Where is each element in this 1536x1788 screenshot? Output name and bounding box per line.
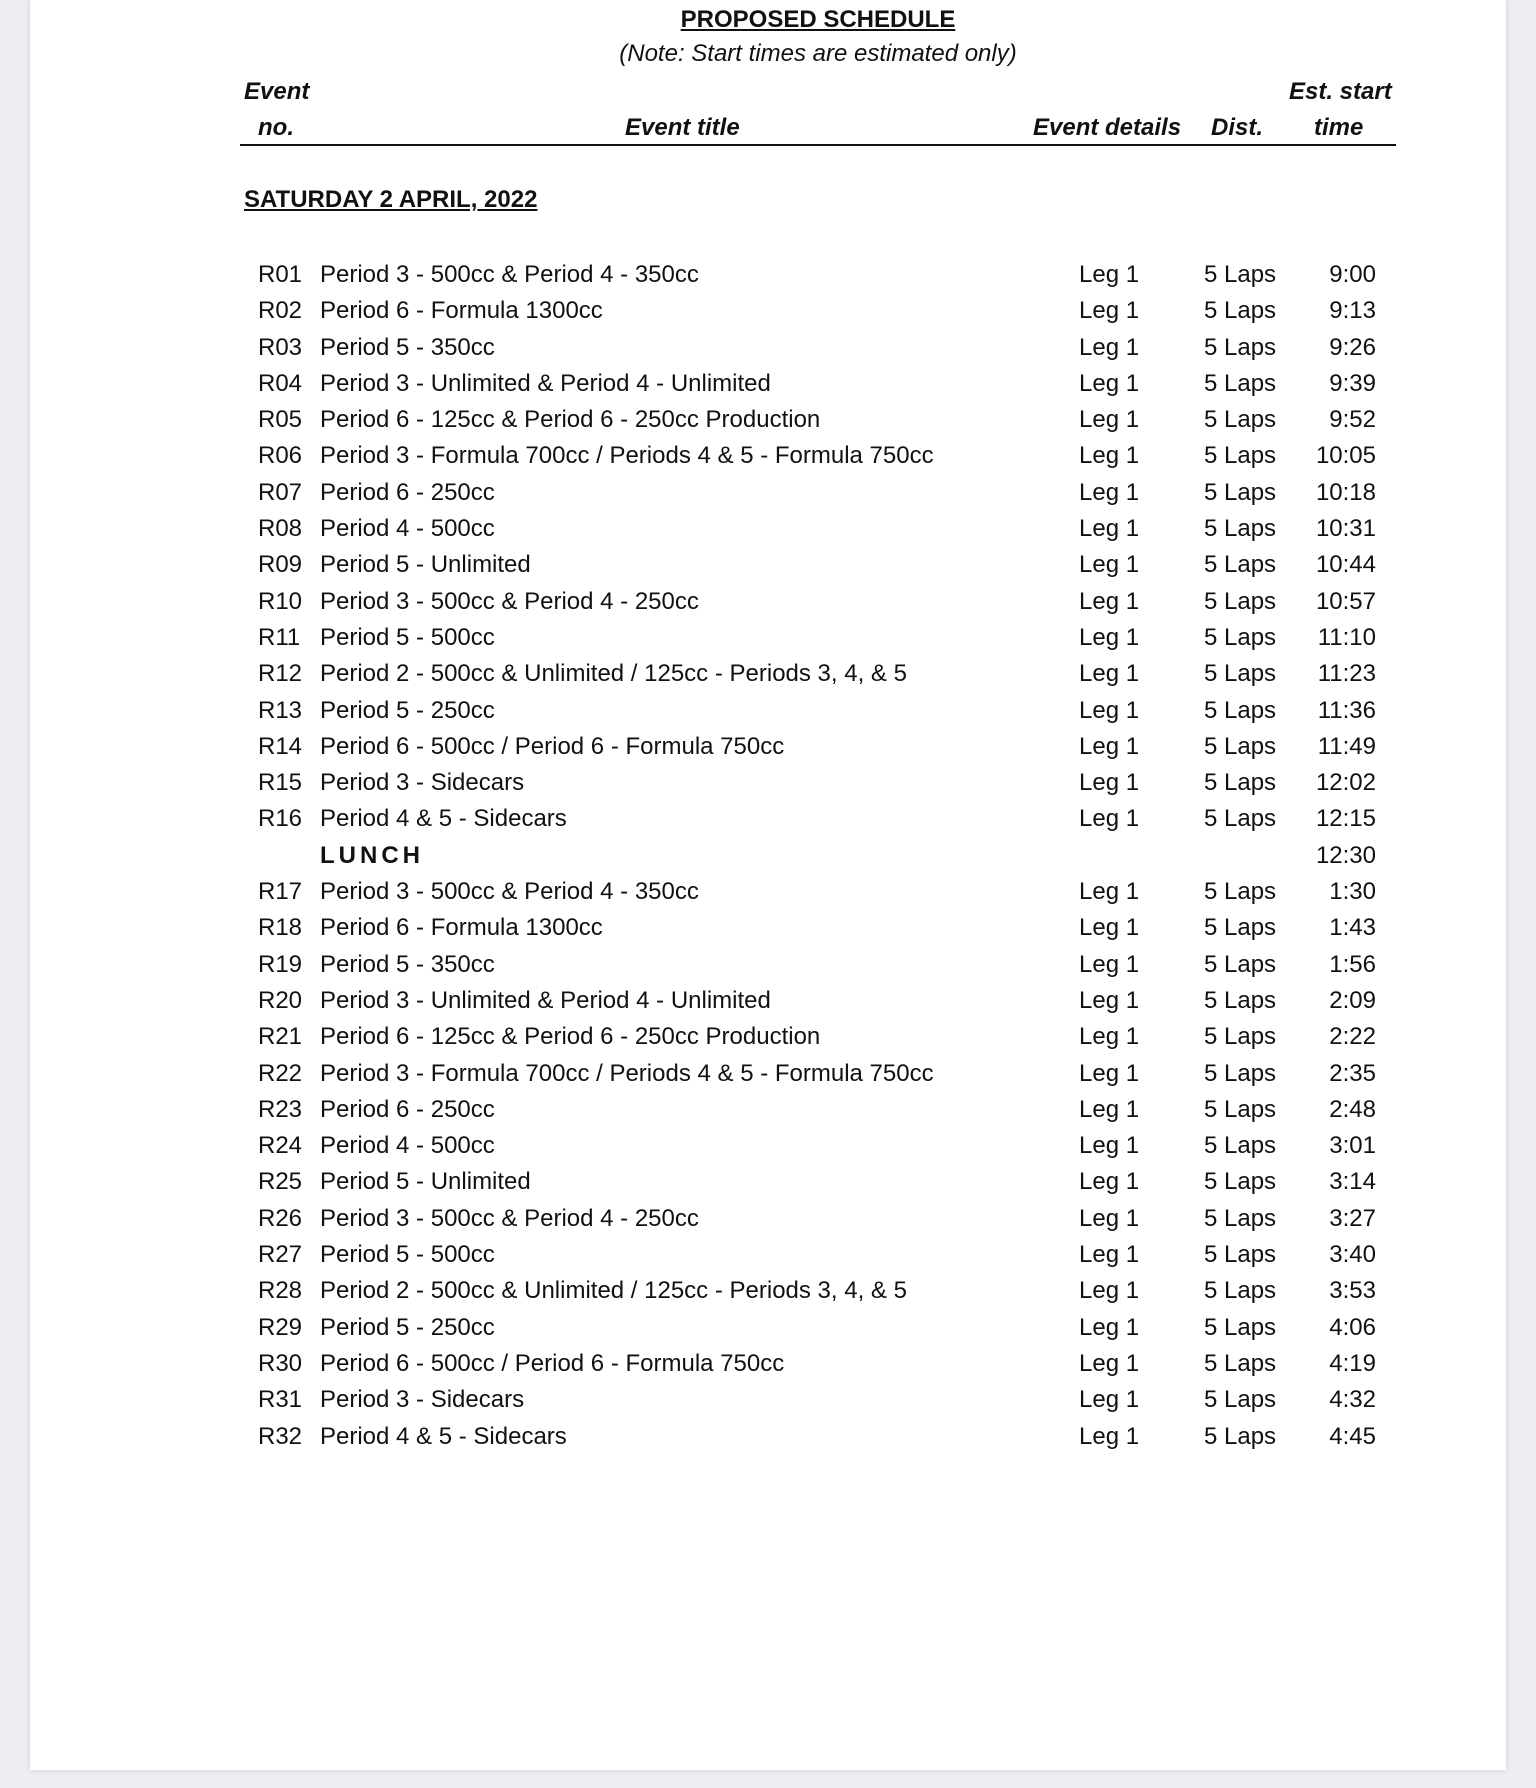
schedule-list — [240, 257, 1396, 1455]
schedule-row — [240, 475, 1396, 511]
event-distance: 5 Laps — [1204, 950, 1277, 978]
event-title: Period 2 - 500cc & Unlimited / 125cc - Periods 3, 4, & 5 — [320, 660, 907, 688]
event-start-time: 10:18 — [1315, 478, 1376, 506]
event-start-time: 3:40 — [1329, 1241, 1376, 1269]
event-start-time: 10:57 — [1315, 587, 1376, 615]
event-start-time: 9:13 — [1329, 297, 1376, 325]
event-number: R21 — [258, 1023, 303, 1051]
event-title: Period 3 - Formula 700cc / Periods 4 & 5 - Formula 750cc — [320, 442, 934, 470]
schedule-row — [240, 511, 1396, 547]
event-title: Period 6 - 125cc & Period 6 - 250cc Production — [320, 1023, 821, 1051]
schedule-row — [240, 293, 1396, 329]
schedule-row — [240, 402, 1396, 438]
event-title: Period 6 - 250cc — [320, 1095, 495, 1123]
event-start-time: 12:15 — [1315, 805, 1376, 833]
event-start-time: 11:36 — [1317, 696, 1376, 724]
schedule-row — [240, 1346, 1396, 1382]
event-start-time: 9:26 — [1329, 333, 1376, 361]
event-title: Period 5 - 250cc — [320, 1313, 495, 1341]
document-page — [30, 0, 1506, 1770]
schedule-row — [240, 1382, 1396, 1418]
event-details: Leg 1 — [1079, 1386, 1140, 1414]
event-distance: 5 Laps — [1204, 623, 1277, 651]
document-note: (Note: Start times are estimated only) — [619, 40, 1017, 67]
event-distance: 5 Laps — [1204, 478, 1277, 506]
schedule-row — [240, 729, 1396, 765]
event-distance: 5 Laps — [1204, 1422, 1277, 1450]
event-title: Period 6 - 500cc / Period 6 - Formula 750cc — [320, 1349, 785, 1377]
event-details: Leg 1 — [1079, 478, 1140, 506]
event-details: Leg 1 — [1079, 1422, 1140, 1450]
event-details: Leg 1 — [1079, 1241, 1140, 1269]
schedule-row — [240, 874, 1396, 910]
schedule-row — [240, 693, 1396, 729]
event-title: Period 4 & 5 - Sidecars — [320, 805, 567, 833]
event-number: R32 — [258, 1422, 303, 1450]
event-details: Leg 1 — [1079, 551, 1140, 579]
event-title: LUNCH — [320, 841, 424, 869]
event-title: Period 2 - 500cc & Unlimited / 125cc - Periods 3, 4, & 5 — [320, 1277, 907, 1305]
event-start-time: 9:52 — [1329, 406, 1376, 434]
event-distance: 5 Laps — [1204, 297, 1277, 325]
event-details: Leg 1 — [1079, 696, 1140, 724]
event-title: Period 5 - 500cc — [320, 623, 495, 651]
event-distance: 5 Laps — [1204, 1132, 1277, 1160]
event-start-time: 4:32 — [1329, 1386, 1376, 1414]
schedule-row — [240, 620, 1396, 656]
event-title: Period 4 & 5 - Sidecars — [320, 1422, 567, 1450]
event-distance: 5 Laps — [1204, 1023, 1277, 1051]
event-number: R09 — [258, 551, 303, 579]
document-title: PROPOSED SCHEDULE — [680, 6, 956, 33]
event-number: R10 — [258, 587, 303, 615]
day-title: SATURDAY 2 APRIL, 2022 — [244, 186, 538, 213]
event-number: R29 — [258, 1313, 303, 1341]
event-details: Leg 1 — [1079, 732, 1140, 760]
event-details: Leg 1 — [1079, 333, 1140, 361]
event-number: R30 — [258, 1349, 303, 1377]
event-title: Period 5 - 250cc — [320, 696, 495, 724]
schedule-row — [240, 584, 1396, 620]
event-details: Leg 1 — [1079, 1132, 1140, 1160]
event-distance: 5 Laps — [1204, 986, 1277, 1014]
event-title: Period 5 - Unlimited — [320, 551, 531, 579]
event-number: R05 — [258, 406, 303, 434]
schedule-row — [240, 330, 1396, 366]
event-distance: 5 Laps — [1204, 1241, 1277, 1269]
event-distance: 5 Laps — [1204, 914, 1277, 942]
event-distance: 5 Laps — [1204, 551, 1277, 579]
event-start-time: 11:23 — [1317, 660, 1376, 688]
event-number: R31 — [258, 1386, 303, 1414]
schedule-row — [240, 910, 1396, 946]
event-title: Period 4 - 500cc — [320, 1132, 495, 1160]
event-number: R01 — [258, 261, 303, 288]
event-number: R04 — [258, 369, 303, 397]
event-distance: 5 Laps — [1204, 732, 1277, 760]
event-start-time: 2:09 — [1329, 986, 1376, 1014]
event-details: Leg 1 — [1079, 1349, 1140, 1377]
event-start-time: 10:44 — [1315, 551, 1376, 579]
event-start-time: 2:35 — [1329, 1059, 1376, 1087]
event-distance: 5 Laps — [1204, 261, 1277, 288]
event-distance: 5 Laps — [1204, 442, 1277, 470]
event-distance: 5 Laps — [1204, 1386, 1277, 1414]
event-distance: 5 Laps — [1204, 587, 1277, 615]
event-start-time: 1:56 — [1329, 950, 1376, 978]
event-details: Leg 1 — [1079, 769, 1140, 797]
event-number: R24 — [258, 1132, 303, 1160]
event-number: R20 — [258, 986, 303, 1014]
event-start-time: 10:31 — [1315, 515, 1376, 543]
event-title: Period 3 - Sidecars — [320, 1386, 525, 1414]
event-title: Period 6 - Formula 1300cc — [320, 914, 603, 942]
event-distance: 5 Laps — [1204, 660, 1277, 688]
event-number: R06 — [258, 442, 303, 470]
event-title: Period 3 - Formula 700cc / Periods 4 & 5 - Formula 750cc — [320, 1059, 934, 1087]
event-start-time: 12:02 — [1315, 769, 1376, 797]
event-details: Leg 1 — [1079, 660, 1140, 688]
event-distance: 5 Laps — [1204, 369, 1277, 397]
event-start-time: 4:45 — [1329, 1422, 1376, 1450]
event-details: Leg 1 — [1079, 1059, 1140, 1087]
event-start-time: 3:53 — [1329, 1277, 1376, 1305]
schedule-row — [240, 366, 1396, 402]
event-details: Leg 1 — [1079, 950, 1140, 978]
event-start-time: 3:01 — [1329, 1132, 1376, 1160]
event-start-time: 2:48 — [1329, 1095, 1376, 1123]
column-header-event-details: Event details — [1033, 114, 1182, 141]
event-title: Period 6 - Formula 1300cc — [320, 297, 603, 325]
schedule-row — [240, 656, 1396, 692]
event-start-time: 11:10 — [1317, 623, 1376, 651]
event-start-time: 9:00 — [1329, 261, 1376, 288]
event-number: R03 — [258, 333, 303, 361]
header-divider — [240, 144, 1396, 146]
event-number: R02 — [258, 297, 303, 325]
event-details: Leg 1 — [1079, 1023, 1140, 1051]
event-distance: 5 Laps — [1204, 805, 1277, 833]
event-details: Leg 1 — [1079, 261, 1140, 288]
schedule-row — [240, 765, 1396, 801]
event-title: Period 3 - 500cc & Period 4 - 250cc — [320, 1204, 699, 1232]
schedule-row — [240, 947, 1396, 983]
event-title: Period 5 - 500cc — [320, 1241, 495, 1269]
event-start-time: 12:30 — [1315, 841, 1376, 869]
event-start-time: 3:14 — [1329, 1168, 1376, 1196]
event-details: Leg 1 — [1079, 1277, 1140, 1305]
schedule-row — [240, 1164, 1396, 1200]
event-number: R23 — [258, 1095, 303, 1123]
event-number: R07 — [258, 478, 303, 506]
schedule-row — [240, 1237, 1396, 1273]
event-number: R25 — [258, 1168, 303, 1196]
event-title: Period 6 - 250cc — [320, 478, 495, 506]
event-details: Leg 1 — [1079, 1095, 1140, 1123]
event-title: Period 6 - 125cc & Period 6 - 250cc Production — [320, 406, 821, 434]
column-header-event-no-line1: Event — [244, 78, 310, 105]
event-start-time: 9:39 — [1329, 369, 1376, 397]
event-title: Period 6 - 500cc / Period 6 - Formula 750cc — [320, 732, 785, 760]
column-header-event-title: Event title — [625, 114, 740, 141]
event-distance: 5 Laps — [1204, 1313, 1277, 1341]
event-number: R17 — [258, 878, 303, 906]
schedule-row — [240, 1273, 1396, 1309]
event-number: R16 — [258, 805, 303, 833]
event-details: Leg 1 — [1079, 1168, 1140, 1196]
event-number: R22 — [258, 1059, 303, 1087]
lunch-break-row — [240, 838, 1396, 874]
event-details: Leg 1 — [1079, 914, 1140, 942]
event-details: Leg 1 — [1079, 878, 1140, 906]
schedule-row — [240, 438, 1396, 474]
event-distance: 5 Laps — [1204, 1095, 1277, 1123]
event-distance: 5 Laps — [1204, 769, 1277, 797]
event-number: R13 — [258, 696, 303, 724]
schedule-row — [240, 1019, 1396, 1055]
event-details: Leg 1 — [1079, 805, 1140, 833]
column-header-event-no-line2: no. — [258, 114, 294, 141]
schedule-row — [240, 547, 1396, 583]
event-title: Period 3 - 500cc & Period 4 - 250cc — [320, 587, 699, 615]
event-title: Period 4 - 500cc — [320, 515, 495, 543]
event-title: Period 5 - Unlimited — [320, 1168, 531, 1196]
event-number: R14 — [258, 732, 303, 760]
event-details: Leg 1 — [1079, 1313, 1140, 1341]
event-start-time: 3:27 — [1329, 1204, 1376, 1232]
event-distance: 5 Laps — [1204, 878, 1277, 906]
schedule-row — [240, 1201, 1396, 1237]
event-details: Leg 1 — [1079, 587, 1140, 615]
event-number: R11 — [258, 623, 301, 651]
event-details: Leg 1 — [1079, 1204, 1140, 1232]
schedule-row — [240, 983, 1396, 1019]
event-title: Period 3 - 500cc & Period 4 - 350cc — [320, 878, 699, 906]
event-title: Period 3 - Unlimited & Period 4 - Unlimited — [320, 369, 771, 397]
event-distance: 5 Laps — [1204, 1204, 1277, 1232]
event-number: R18 — [258, 914, 303, 942]
event-distance: 5 Laps — [1204, 515, 1277, 543]
event-details: Leg 1 — [1079, 623, 1140, 651]
schedule-row — [240, 1056, 1396, 1092]
event-start-time: 4:19 — [1329, 1349, 1376, 1377]
event-distance: 5 Laps — [1204, 1168, 1277, 1196]
event-start-time: 4:06 — [1329, 1313, 1376, 1341]
event-details: Leg 1 — [1079, 986, 1140, 1014]
schedule-row — [240, 1419, 1396, 1455]
event-title: Period 5 - 350cc — [320, 333, 495, 361]
event-number: R28 — [258, 1277, 303, 1305]
schedule-row — [240, 1128, 1396, 1164]
column-header-est-start-line2: time — [1314, 114, 1364, 141]
event-start-time: 11:49 — [1317, 732, 1376, 760]
column-header-est-start-line1: Est. start — [1289, 78, 1392, 105]
event-details: Leg 1 — [1079, 515, 1140, 543]
event-distance: 5 Laps — [1204, 1349, 1277, 1377]
event-number: R19 — [258, 950, 303, 978]
event-distance: 5 Laps — [1204, 406, 1277, 434]
event-distance: 5 Laps — [1204, 1277, 1277, 1305]
event-title: Period 5 - 350cc — [320, 950, 495, 978]
event-details: Leg 1 — [1079, 442, 1140, 470]
event-title: Period 3 - Sidecars — [320, 769, 525, 797]
event-start-time: 1:43 — [1329, 914, 1376, 942]
event-number: R12 — [258, 660, 303, 688]
event-distance: 5 Laps — [1204, 696, 1277, 724]
event-details: Leg 1 — [1079, 369, 1140, 397]
event-distance: 5 Laps — [1204, 1059, 1277, 1087]
event-title: Period 3 - 500cc & Period 4 - 350cc — [320, 261, 699, 288]
column-header-dist: Dist. — [1211, 114, 1264, 141]
event-number: R08 — [258, 515, 303, 543]
event-title: Period 3 - Unlimited & Period 4 - Unlimited — [320, 986, 771, 1014]
event-distance: 5 Laps — [1204, 333, 1277, 361]
schedule-row — [240, 1310, 1396, 1346]
event-number: R26 — [258, 1204, 303, 1232]
schedule-row — [240, 801, 1396, 837]
event-start-time: 10:05 — [1315, 442, 1376, 470]
event-details: Leg 1 — [1079, 297, 1140, 325]
event-start-time: 2:22 — [1329, 1023, 1376, 1051]
event-number: R27 — [258, 1241, 303, 1269]
event-number: R15 — [258, 769, 303, 797]
schedule-row — [240, 257, 1396, 293]
event-details: Leg 1 — [1079, 406, 1140, 434]
event-start-time: 1:30 — [1329, 878, 1376, 906]
schedule-row — [240, 1092, 1396, 1128]
